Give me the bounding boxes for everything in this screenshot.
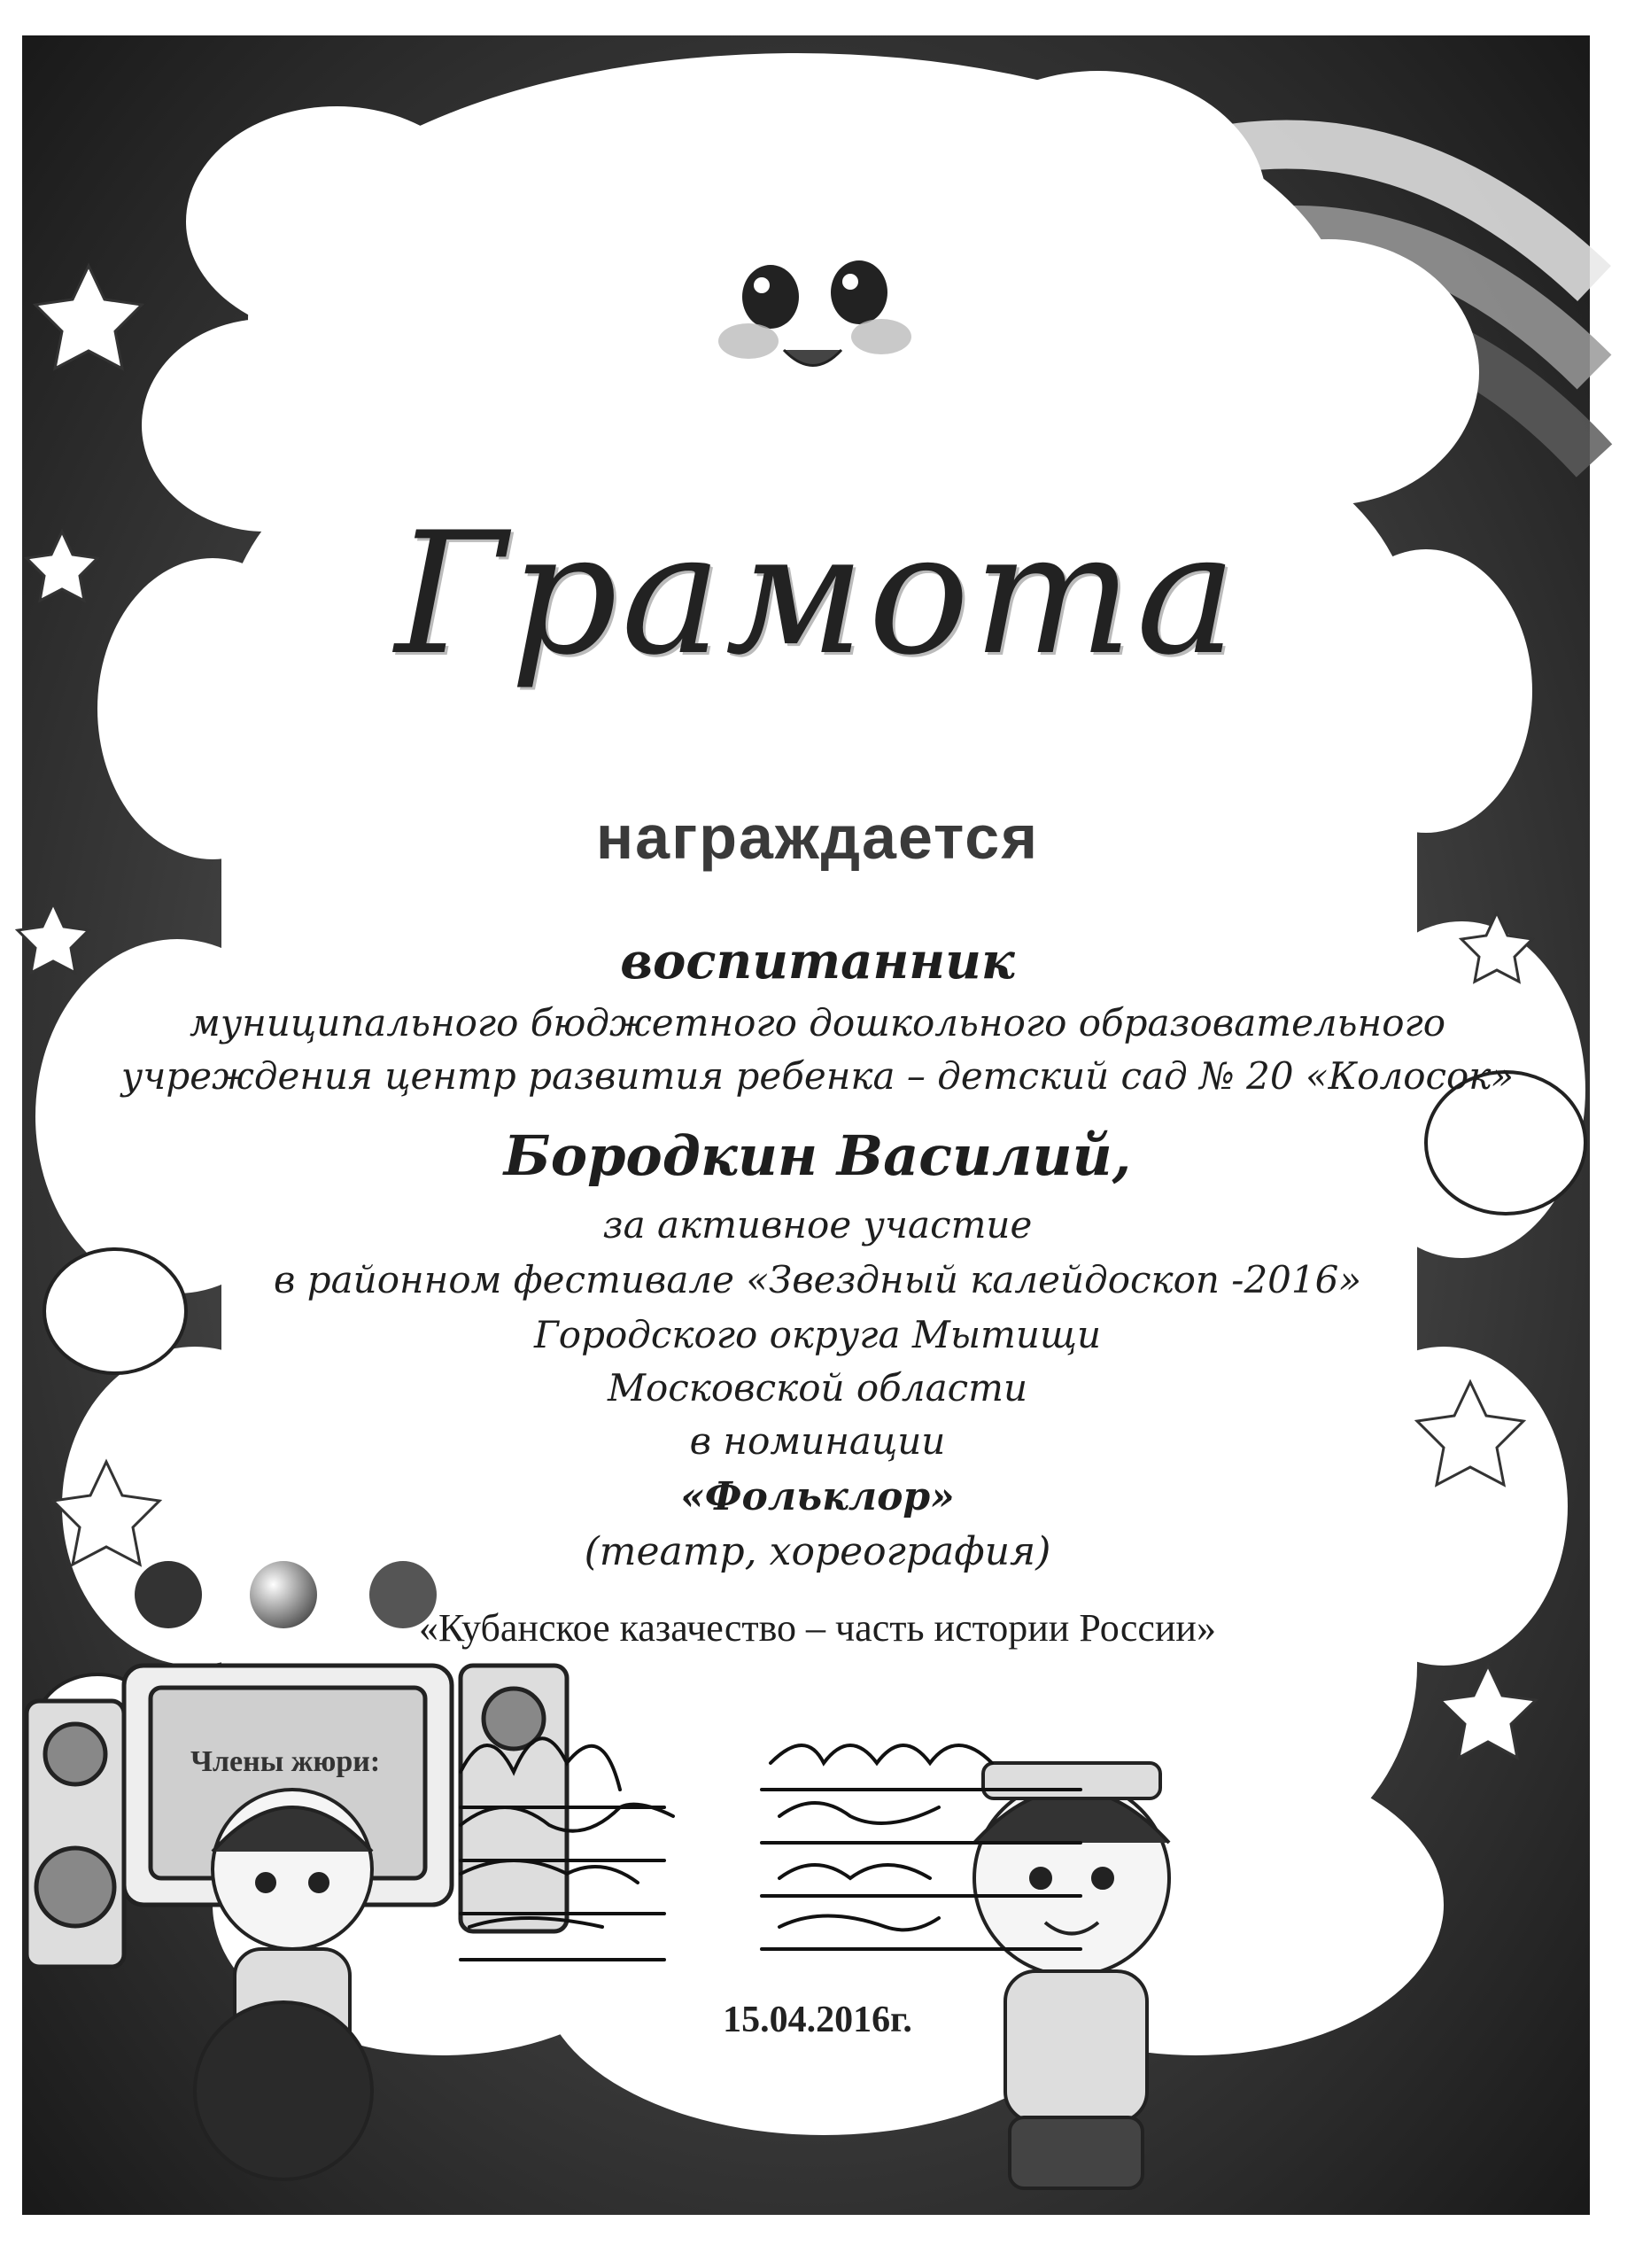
reason-line-4: Московской области (607, 1366, 1028, 1410)
theme-line: «Кубанское казачество – часть истории России» (419, 1606, 1216, 1650)
institution-line-1: муниципального бюджетного дошкольного образовательного (190, 1001, 1445, 1045)
certificate-title: Грамота (394, 496, 1241, 692)
certificate-date: 15.04.2016г. (723, 2000, 912, 2040)
institution-line-2: учреждения центр развития ребенка – детский сад № 20 «Колосок» (120, 1054, 1515, 1098)
reason-line-2: в районном фестивале «Звездный калейдоскоп -2016» (273, 1258, 1362, 1301)
recipient-name: Бородкин Василий, (503, 1123, 1132, 1188)
reason-line-3: Городского округа Мытищи (533, 1313, 1102, 1356)
pupil-label: воспитанник (620, 932, 1015, 990)
awarded-heading: награждается (595, 803, 1040, 872)
reason-line-5: в номинации (689, 1419, 946, 1463)
reason-line-1: за активное участие (602, 1203, 1033, 1247)
jury-label: Члены жюри: (190, 1745, 381, 1778)
nomination-detail: (театр, хореография) (584, 1529, 1051, 1574)
nomination: «Фольклор» (680, 1474, 955, 1519)
